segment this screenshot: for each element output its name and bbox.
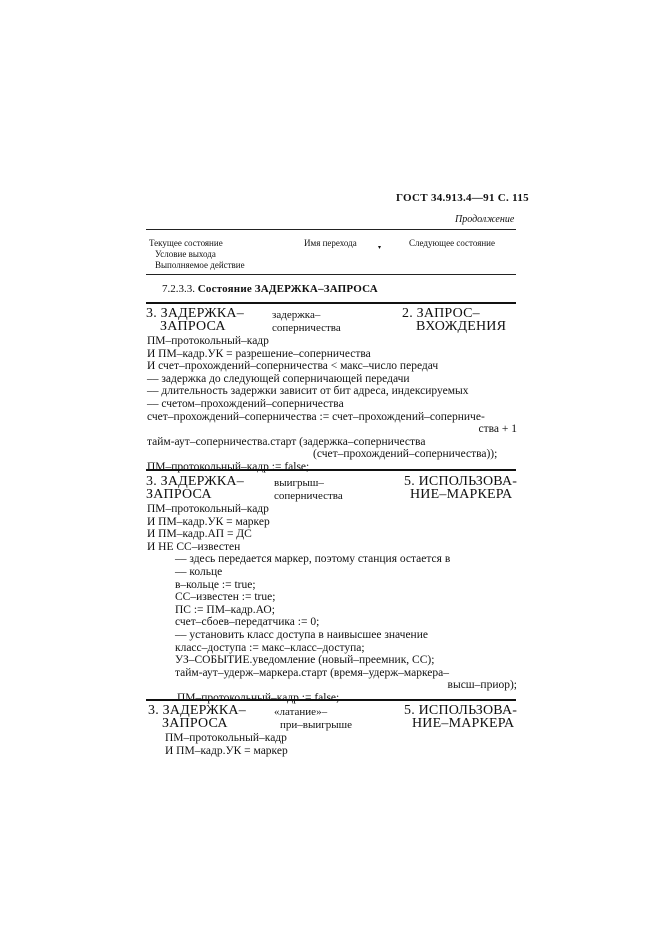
t2-line: ПМ–протокольный–кадр := false;: [177, 691, 340, 704]
t1-state-line1: 3. ЗАДЕРЖКА–: [146, 306, 244, 321]
t1-state-line2: ЗАПРОСА: [160, 319, 226, 334]
t1-line: тайм-аут–соперничества.старт (задержка–соперничества: [147, 435, 426, 448]
t2-line: тайм-аут–удерж–маркера.старт (время–удерж–маркера–: [175, 666, 449, 679]
t2-transition-name-line2: соперничества: [274, 490, 343, 502]
t1-line: –– счетом–прохождений–соперничества: [147, 397, 344, 410]
t3-action-block: [165, 732, 515, 757]
t2-line: ПМ–протокольный–кадр: [147, 503, 269, 515]
t2-line: в–кольце := true;: [175, 578, 256, 591]
t3-transition-name-line1: «латание»–: [274, 706, 328, 718]
section-number: 7.2.3.3.: [162, 283, 195, 295]
t1-transition-name-line2: соперничества: [272, 322, 341, 334]
head-down-arrow: ▾: [378, 245, 382, 251]
t1-next-state-line1: 2. ЗАПРОС–: [402, 306, 480, 321]
head-next-state: Следующее состояние: [409, 238, 495, 248]
t2-line: –– здесь передается маркер, поэтому станция остается в: [175, 553, 451, 566]
t1-line: И ПМ–кадр.УК = разрешение–соперничества: [147, 347, 371, 360]
t2-state-line1: 3. ЗАДЕРЖКА–: [146, 474, 244, 489]
t2-line: –– кольце: [175, 565, 223, 578]
page-reference: ГОСТ 34.913.4—91 С. 115: [396, 192, 529, 204]
t1-line: счет–прохождений–соперничества := счет–прохождений–соперниче-: [147, 410, 485, 423]
t1-action-block: [147, 335, 517, 474]
t2-action-block: [147, 503, 517, 705]
t2-line: высш–приор);: [447, 679, 517, 692]
t2-transition-name-line1: выигрыш–: [274, 477, 324, 489]
t2-line: СС–известен := true;: [175, 591, 276, 604]
t2-next-state-line2: НИЕ–МАРКЕРА: [410, 487, 513, 502]
t2-end-rule: [146, 699, 516, 701]
t3-state-line1: 3. ЗАДЕРЖКА–: [148, 703, 246, 718]
t2-state-line2: ЗАПРОСА: [146, 487, 212, 502]
t1-line: ства + 1: [478, 423, 517, 436]
t1-end-rule: [146, 469, 516, 471]
t3-line: ПМ–протокольный–кадр: [165, 732, 287, 744]
table-top-rule: [146, 229, 516, 230]
t1-line: ПМ–протокольный–кадр := false;: [147, 460, 310, 473]
head-action: Выполняемое действие: [155, 260, 245, 270]
head-current-state: Текущее состояние: [149, 238, 223, 248]
t2-line: счет–сбоев–передатчика := 0;: [175, 616, 320, 629]
t2-line: класс–доступа := макс–класс–доступа;: [175, 641, 365, 654]
t1-line: –– длительность задержки зависит от бит адреса, индексируемых: [147, 385, 469, 398]
t3-next-state-line1: 5. ИСПОЛЬЗОВА-: [404, 703, 518, 718]
t2-line: И ПМ–кадр.АП = ДС: [147, 528, 252, 541]
section-state-name: ЗАДЕРЖКА–ЗАПРОСА: [254, 283, 378, 295]
section-title: [162, 283, 378, 295]
t2-next-state-line1: 5. ИСПОЛЬЗОВА-: [404, 474, 518, 489]
t2-line: И НЕ СС–известен: [147, 540, 241, 553]
t3-transition-name-line2: при–выигрыше: [280, 719, 352, 731]
table-head-rule: [146, 274, 516, 275]
t2-line: ПС := ПМ–кадр.АО;: [175, 603, 275, 616]
section-label: Состояние: [197, 283, 252, 295]
t1-line: –– задержка до следующей соперничающей передачи: [147, 372, 410, 385]
t1-line: И счет–прохождений–соперничества < макс–число передач: [147, 360, 439, 373]
t2-line: –– установить класс доступа в наивысшее значение: [175, 628, 428, 641]
continuation-label: Продолжение: [455, 214, 515, 225]
section-rule: [146, 302, 516, 304]
t2-line: УЗ–СОБЫТИЕ.уведомление (новый–преемник, СС);: [175, 654, 435, 667]
head-exit-condition: Условие выхода: [155, 249, 216, 259]
t3-next-state-line2: НИЕ–МАРКЕРА: [412, 716, 515, 731]
t3-line: И ПМ–кадр.УК = маркер: [165, 744, 288, 757]
t1-transition-name-line1: задержка–: [272, 309, 321, 321]
t1-line: ПМ–протокольный–кадр: [147, 335, 269, 347]
t2-line: И ПМ–кадр.УК = маркер: [147, 515, 270, 528]
t3-state-line2: ЗАПРОСА: [162, 716, 228, 731]
t1-next-state-line2: ВХОЖДЕНИЯ: [416, 319, 507, 334]
t1-line: (счет–прохождений–соперничества));: [313, 448, 498, 461]
head-transition-name: Имя перехода: [304, 238, 357, 248]
